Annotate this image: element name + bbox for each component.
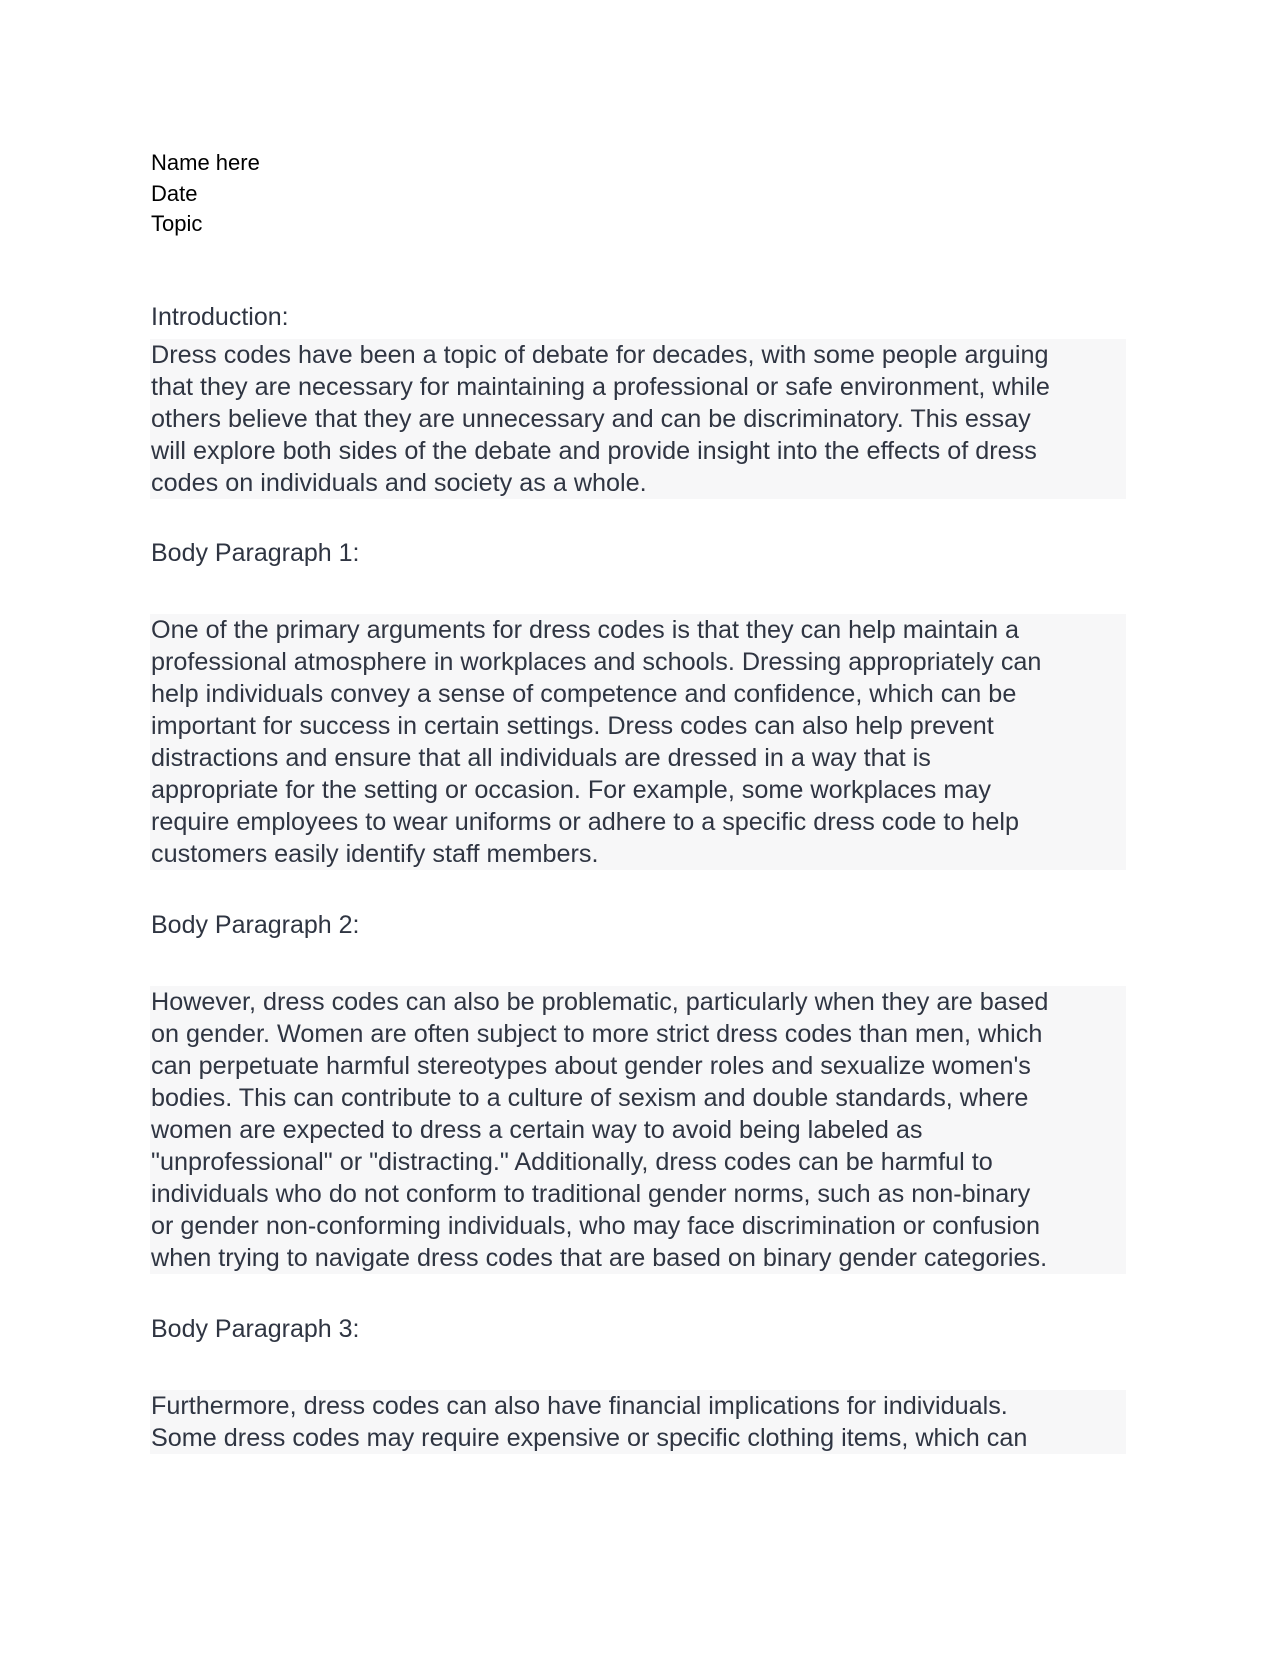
document-header [151, 148, 260, 240]
paragraph-line: Dress codes have been a topic of debate for decades, with some people arguing [151, 341, 1049, 369]
paragraph-line: codes on individuals and society as a whole. [151, 469, 647, 497]
paragraph-line: that they are necessary for maintaining a professional or safe environment, while [151, 373, 1050, 401]
paragraph-line: can perpetuate harmful stereotypes about gender roles and sexualize women's [151, 1052, 1031, 1080]
paragraph-line: bodies. This can contribute to a culture of sexism and double standards, where [151, 1084, 1029, 1112]
paragraph-line: professional atmosphere in workplaces and schools. Dressing appropriately can [151, 648, 1042, 676]
paragraph-line: distractions and ensure that all individuals are dressed in a way that is [151, 744, 931, 772]
paragraph-line: Furthermore, dress codes can also have financial implications for individuals. [151, 1392, 1008, 1420]
paragraph-line: or gender non-conforming individuals, who may face discrimination or confusion [151, 1212, 1041, 1240]
section-heading-body-1: Body Paragraph 1: [151, 539, 360, 567]
paragraph-line: important for success in certain settings. Dress codes can also help prevent [151, 712, 994, 740]
paragraph-line: appropriate for the setting or occasion. For example, some workplaces may [151, 776, 991, 804]
paragraph-line: help individuals convey a sense of competence and confidence, which can be [151, 680, 1017, 708]
paragraph-line: One of the primary arguments for dress codes is that they can help maintain a [151, 616, 1020, 644]
paragraph-line: will explore both sides of the debate and provide insight into the effects of dress [151, 437, 1037, 465]
paragraph-line: require employees to wear uniforms or adhere to a specific dress code to help [151, 808, 1020, 836]
paragraph-body-3 [150, 1390, 1126, 1454]
section-heading-body-3: Body Paragraph 3: [151, 1315, 360, 1343]
document-date: Date [151, 180, 198, 206]
paragraph-line: individuals who do not conform to traditional gender norms, such as non-binary [151, 1180, 1031, 1208]
paragraph-line: However, dress codes can also be problematic, particularly when they are based [151, 988, 1049, 1016]
paragraph-body-1 [150, 614, 1126, 870]
paragraph-line: women are expected to dress a certain way to avoid being labeled as [151, 1116, 923, 1144]
paragraph-introduction [150, 339, 1126, 499]
author-name: Name here [151, 150, 260, 175]
paragraph-line: customers easily identify staff members. [151, 840, 599, 868]
paragraph-line: on gender. Women are often subject to more strict dress codes than men, which [151, 1020, 1043, 1048]
paragraph-line: "unprofessional" or "distracting." Additionally, dress codes can be harmful to [151, 1148, 993, 1176]
section-heading-body-2: Body Paragraph 2: [151, 911, 360, 939]
section-heading-introduction: Introduction: [151, 303, 289, 331]
document-topic: Topic [151, 211, 203, 236]
paragraph-line: Some dress codes may require expensive or specific clothing items, which can [151, 1424, 1028, 1452]
paragraph-line: others believe that they are unnecessary and can be discriminatory. This essay [151, 405, 1031, 433]
paragraph-line: when trying to navigate dress codes that are based on binary gender categories. [151, 1244, 1048, 1272]
paragraph-body-2 [150, 986, 1126, 1274]
